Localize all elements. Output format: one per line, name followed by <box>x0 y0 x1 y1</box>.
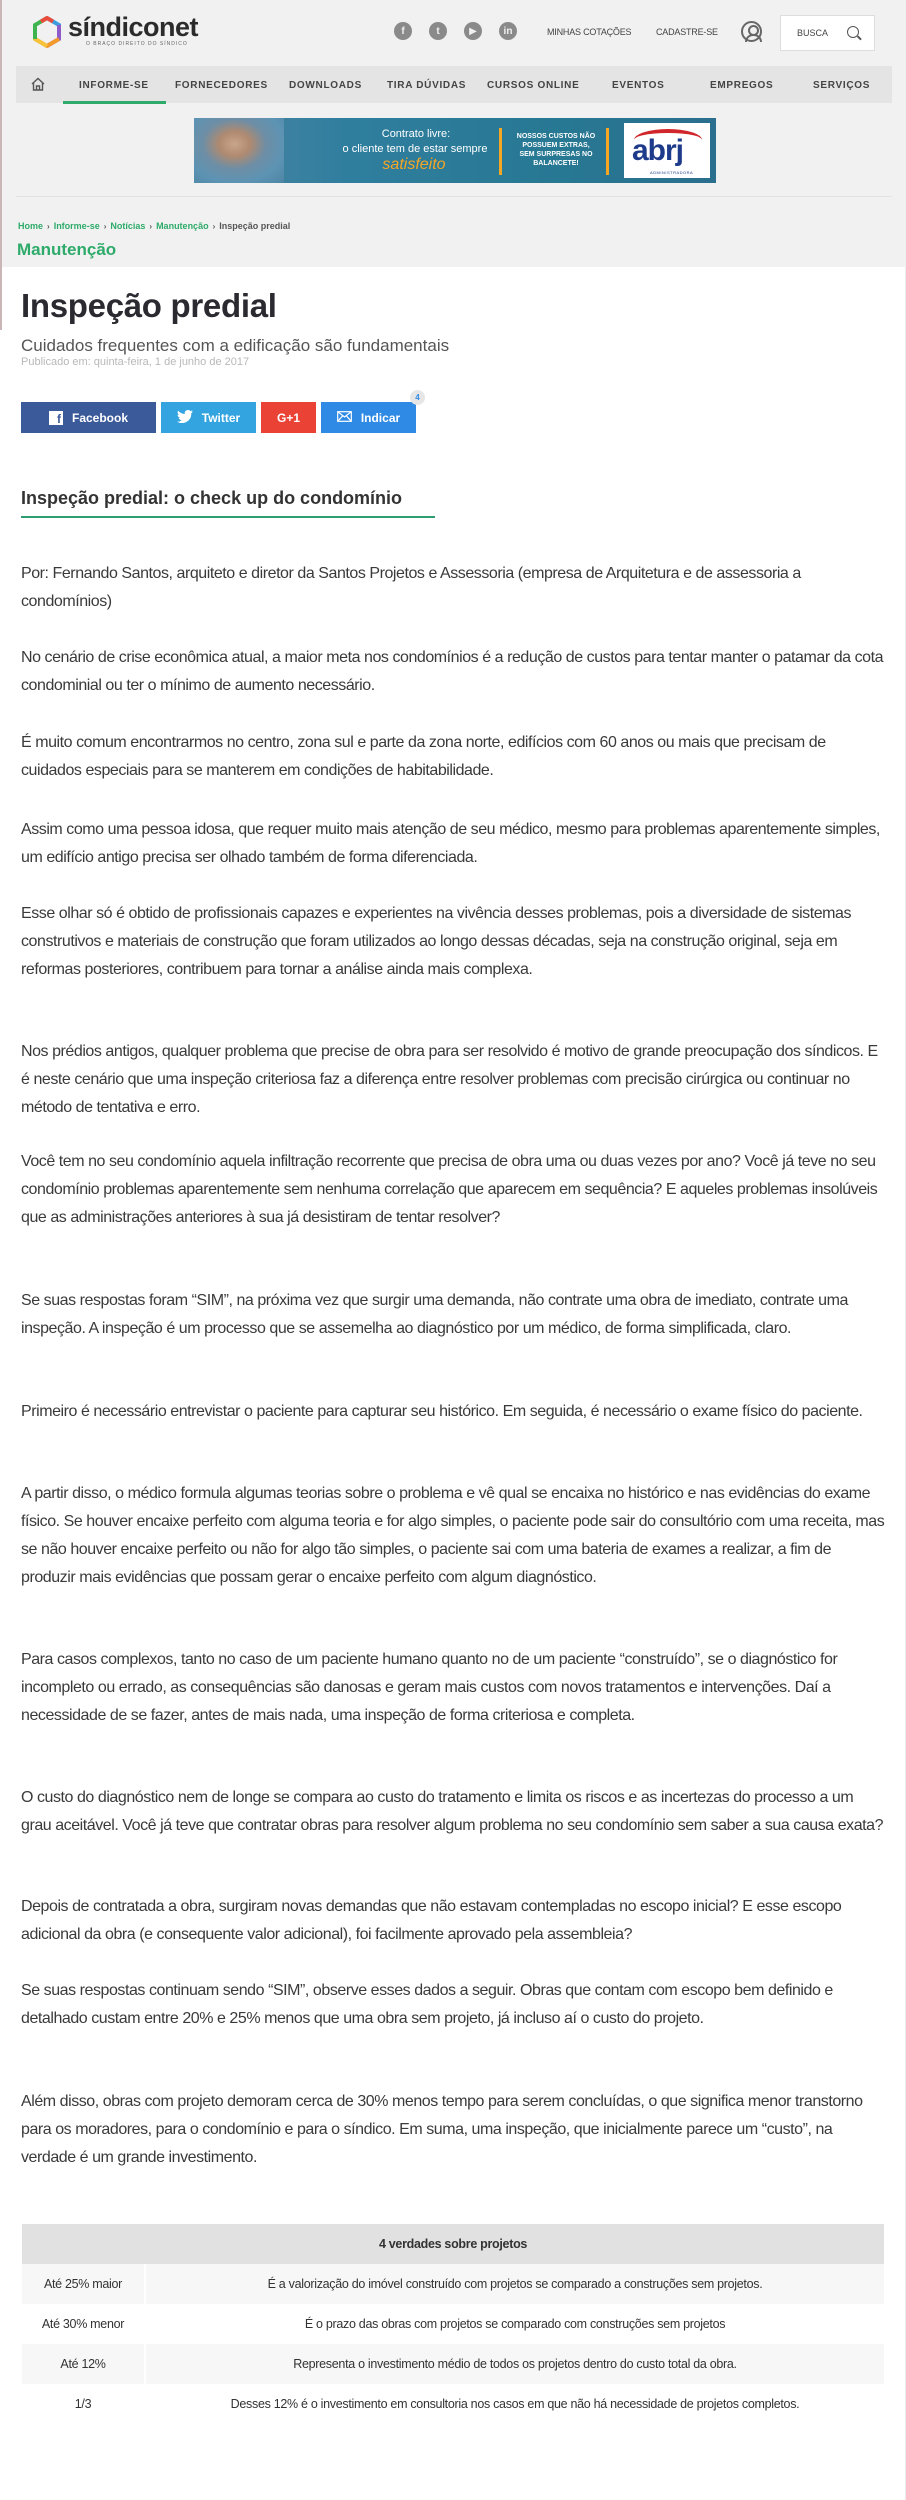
share-facebook-button[interactable] <box>21 402 156 433</box>
paragraph: Esse olhar só é obtido de profissionais capazes e experientes na vivência desses problemas, pois a diversidade de sistemas construtivos e materiais de construção que foram utilizados ao longo dessas décadas, seja na construção original, seja em reformas posteriores, contribuem para tornar a análise ainda mais complexa. <box>21 905 852 978</box>
facts-table <box>22 2224 884 2424</box>
share-bar <box>21 393 420 433</box>
signup-link[interactable]: CADASTRE-SE <box>656 27 718 37</box>
logo-tagline: O BRAÇO DIREITO DO SÍNDICO <box>86 41 188 47</box>
breadcrumb-informe-se[interactable]: Informe-se <box>53 221 100 231</box>
nav-active-indicator <box>63 101 166 104</box>
search-placeholder: BUSCA <box>797 28 829 38</box>
paragraph: O custo do diagnóstico nem de longe se compara ao custo do tratamento e limita os riscos e as incertezas do processo a um grau aceitável. Você já teve que contratar obras para resolver algum problema no seu condomínio sem saber a sua causa exata? <box>21 1789 884 1834</box>
main-nav <box>16 66 892 103</box>
envelope-icon <box>337 411 352 425</box>
table-row <box>22 2344 884 2384</box>
banner-claim: NOSSOS CUSTOS NÃO POSSUEM EXTRAS, SEM SURPRESAS NO BALANCETE! <box>516 133 596 167</box>
paragraph: Você tem no seu condomínio aquela infiltração recorrente que precisa de obra uma ou duas vezes por ano? Você já teve no seu condomínio problemas aparentemente sem nenhuma correlação que aparecem em sequência? E aqueles problemas insolúveis que as administrações anteriores à sua já desistiram de tentar resolver? <box>21 1153 878 1226</box>
table-cell-key: 1/3 <box>22 2384 145 2424</box>
banner-headline: Contrato livre: <box>381 128 451 140</box>
paragraph: É muito comum encontrarmos no centro, zona sul e parte da zona norte, edifícios com 60 anos ou mais que precisam de cuidados especiais para se manterem em condições de habitabilidade. <box>21 734 826 779</box>
linkedin-icon[interactable]: in <box>499 22 517 40</box>
facts-table-title: 4 verdades sobre projetos <box>22 2224 884 2264</box>
site-header <box>2 0 906 267</box>
nav-item-empregos[interactable]: EMPREGOS <box>710 80 774 91</box>
paragraph: Além disso, obras com projeto demoram cerca de 30% menos tempo para serem concluídas, o que significa menor transtorno para os moradores, para o condomínio e para o síndico. Em suma, uma inspeção, que inicialmente parece um “custo”, na verdade é um grande investimento. <box>21 2093 863 2166</box>
recommend-button[interactable] <box>321 393 420 433</box>
home-icon[interactable] <box>30 76 46 92</box>
paragraph: Assim como uma pessoa idosa, que requer muito mais atenção de seu médico, mesmo para problemas aparentemente simples, um edifício antigo precisa ser olhado também de forma diferenciada. <box>21 821 880 866</box>
breadcrumb-home[interactable]: Home <box>18 221 44 231</box>
publish-date: Publicado em: quinta-feira, 1 de junho de 2017 <box>21 356 250 368</box>
nav-item-eventos[interactable]: EVENTOS <box>612 80 665 91</box>
ad-banner[interactable] <box>194 118 716 183</box>
banner-person-image <box>194 118 284 183</box>
facebook-icon[interactable]: f <box>394 22 412 40</box>
table-row <box>22 2264 884 2304</box>
paragraph: Depois de contratada a obra, surgiram novas demandas que não estavam contempladas no escopo inicial? E esse escopo adicional da obra (e consequente valor adicional), foi facilmente aprovado pela assembleia? <box>21 1898 842 1943</box>
section-title: Manutenção <box>17 240 117 259</box>
chevron-right-icon: › <box>212 221 216 231</box>
nav-item-tira-duvidas[interactable]: TIRA DÚVIDAS <box>387 80 467 91</box>
article-title: Inspeção predial <box>21 287 277 324</box>
table-cell-value: É a valorização do imóvel construído com projetos se comparado a construções sem projetos. <box>145 2264 884 2304</box>
article-subtitle: Cuidados frequentes com a edificação são fundamentais <box>21 336 450 355</box>
social-links <box>394 22 517 40</box>
youtube-icon[interactable]: ▶ <box>464 22 482 40</box>
chevron-right-icon: › <box>47 221 50 231</box>
paragraph: A partir disso, o médico formula algumas teorias sobre o problema e vê qual se encaixa no histórico e nas evidências do exame físico. Se houver encaixe perfeito com alguma teoria e for algo simples, o paciente pode sair do consultório com uma receita, mas se não houver encaixe perfeito ou não for algo tão simples, o paciente sai com uma bateria de exames a realizar, a fim de produzir mais evidências que possam gerar o encaixe perfeito com algum diagnóstico. <box>21 1485 885 1586</box>
share-facebook-label: Facebook <box>71 410 128 425</box>
share-twitter-button[interactable] <box>161 402 256 433</box>
table-cell-key: Até 25% maior <box>22 2264 145 2304</box>
header-divider <box>16 196 892 197</box>
breadcrumb <box>18 221 290 231</box>
my-quotes-link[interactable]: MINHAS COTAÇÕES <box>547 27 632 37</box>
share-gplus-label: G+1 <box>276 410 300 425</box>
table-cell-value: Desses 12% é o investimento em consultoria nos casos em que não há necessidade de projetos completos. <box>230 2397 800 2411</box>
banner-divider <box>606 128 609 175</box>
banner-divider <box>499 128 502 175</box>
nav-item-informe-se[interactable]: INFORME-SE <box>79 80 149 91</box>
table-cell-value: É o prazo das obras com projetos se comparado com construções sem projetos <box>304 2317 726 2331</box>
search-input[interactable] <box>780 15 875 51</box>
table-row <box>22 2384 884 2424</box>
paragraph: Primeiro é necessário entrevistar o paciente para capturar seu histórico. Em seguida, é necessário o exame físico do paciente. <box>21 1403 863 1420</box>
share-gplus-button[interactable] <box>261 402 316 433</box>
breadcrumb-noticias[interactable]: Notícias <box>110 221 146 231</box>
nav-item-servicos[interactable]: SERVIÇOS <box>813 80 871 91</box>
banner-highlight: satisfeito <box>382 156 446 173</box>
banner-brand-logo <box>624 123 710 178</box>
paragraph-author: Por: Fernando Santos, arquiteto e diretor da Santos Projetos e Assessoria (empresa de Arquitetura e de assessoria a condomínios) <box>21 565 801 610</box>
table-cell-value: Representa o investimento médio de todos os projetos dentro do custo total da obra. <box>145 2344 884 2384</box>
paragraph: No cenário de crise econômica atual, a maior meta nos condomínios é a redução de custos para tentar manter o patamar da cota condominial ou ter o mínimo de aumento necessário. <box>21 649 884 694</box>
search-icon[interactable] <box>847 26 859 38</box>
recommend-label: Indicar <box>360 410 401 425</box>
heading-underline <box>21 516 435 518</box>
table-cell-key: Até 30% menor <box>22 2304 145 2344</box>
site-logo[interactable] <box>32 14 198 47</box>
nav-item-cursos-online[interactable]: CURSOS ONLINE <box>487 80 580 91</box>
twitter-icon[interactable]: t <box>429 22 447 40</box>
share-twitter-label: Twitter <box>201 410 241 425</box>
chevron-right-icon: › <box>149 221 153 231</box>
twitter-bird-icon <box>177 410 193 426</box>
article-heading: Inspeção predial: o check up do condomínio <box>21 488 403 508</box>
paragraph: Nos prédios antigos, qualquer problema que precise de obra para ser resolvido é motivo de grande preocupação dos síndicos. E é neste cenário que uma inspeção criteriosa faz a diferença entre resolver problemas com precisão cirúrgica ou continuar no método de tentativa e erro. <box>21 1043 878 1116</box>
table-row <box>22 2304 884 2344</box>
paragraph: Se suas respostas continuam sendo “SIM”, observe esses dados a seguir. Obras que contam com escopo bem definido e detalhado custam entre 20% e 25% menos que uma obra sem projeto, já incluso aí o custo do projeto. <box>21 1982 833 2027</box>
nav-item-downloads[interactable]: DOWNLOADS <box>289 80 362 91</box>
banner-subline: o cliente tem de estar sempre <box>342 143 488 155</box>
logo-hexagon-icon <box>32 16 62 46</box>
paragraph: Para casos complexos, tanto no caso de um paciente humano quanto no de um paciente “construído”, se o diagnóstico for incompleto ou errado, as consequências são danosas e geram mais custos com novos tratamentos e intervenções. Daí a necessidade de se fazer, antes de mais nada, uma inspeção de forma criteriosa e completa. <box>21 1651 838 1724</box>
breadcrumb-current: Inspeção predial <box>219 221 291 231</box>
banner-brand: abrj <box>632 134 684 167</box>
nav-item-fornecedores[interactable]: FORNECEDORES <box>175 80 268 91</box>
user-account-icon[interactable] <box>741 21 762 42</box>
recommend-count-badge: 4 <box>410 390 425 405</box>
logo-name: síndiconet <box>68 12 199 42</box>
table-cell-key: Até 12% <box>22 2344 145 2384</box>
breadcrumb-manutencao[interactable]: Manutenção <box>156 221 209 231</box>
paragraph: Se suas respostas foram “SIM”, na próxima vez que surgir uma demanda, não contrate uma obra de imediato, contrate uma inspeção. A inspeção é um processo que se assemelha ao diagnóstico por um médico, de forma simplificada, claro. <box>21 1292 848 1337</box>
chevron-right-icon: › <box>103 221 107 231</box>
banner-brand-sub: ADMINISTRADORA <box>650 170 694 175</box>
facebook-icon: f <box>49 411 63 425</box>
